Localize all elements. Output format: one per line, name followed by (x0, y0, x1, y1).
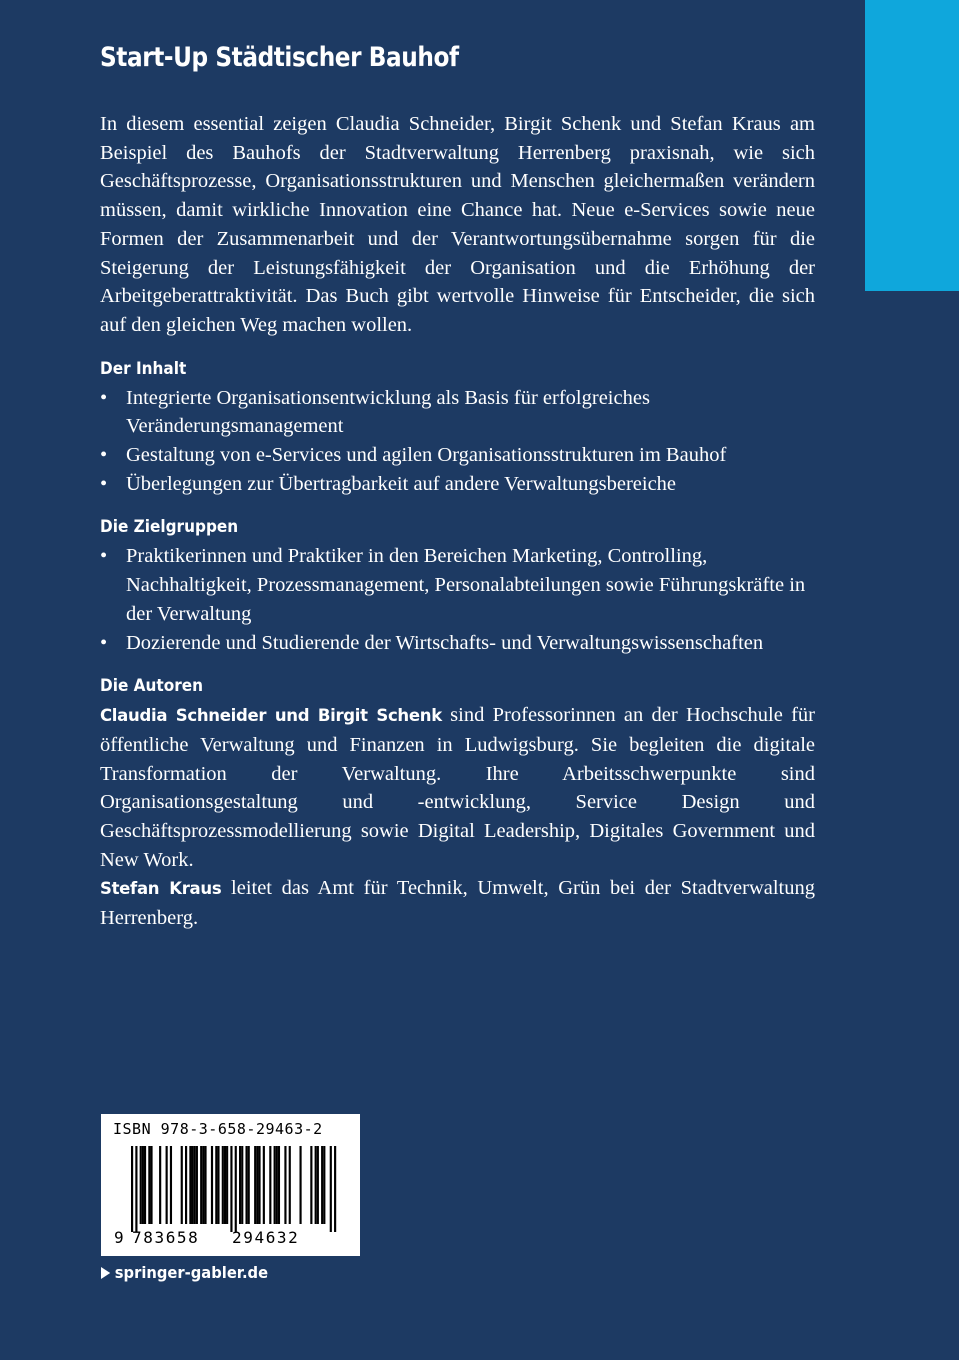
bullet-icon: • (100, 472, 108, 495)
contents-heading: Der Inhalt (100, 358, 187, 379)
barcode-guard-bar (135, 1146, 137, 1232)
barcode-bar (315, 1146, 317, 1224)
barcode-bar (289, 1146, 291, 1224)
barcode-bar (222, 1146, 224, 1224)
authors-bio-1: Claudia Schneider und Birgit Schenk sind Professorinnen an der Hochschule für öffentliche Verwaltung und Finanzen in Ludwigsburg. Sie begleiten die digitale Transformation der Verwaltung. Ihre Arbeitsschwerpunkte sind Organisationsgestaltung und -entwicklung, Service Design und Geschäftsprozessmodellierung sowie Digital Leadership, Digitales Government und New Work. (100, 704, 815, 871)
content-column (100, 110, 815, 933)
barcode-bar (200, 1146, 202, 1224)
bullet-icon: • (100, 444, 108, 467)
book-title: Start-Up Städtischer Bauhof (100, 42, 459, 73)
barcode-bar (254, 1146, 256, 1224)
barcode-bar (217, 1146, 219, 1224)
barcode-bar (263, 1146, 265, 1224)
barcode-bar (245, 1146, 247, 1224)
barcode-guard-bar (230, 1146, 232, 1232)
barcode-bar (278, 1146, 280, 1224)
barcode-bar (140, 1146, 142, 1224)
author-names-2: Stefan Kraus (100, 879, 222, 899)
list-item: • Gestaltung von e-Services und agilen Organisationsstrukturen im Bauhof (100, 441, 815, 470)
barcode-bar (189, 1146, 191, 1224)
barcode-bar (284, 1146, 286, 1224)
barcode-bar (321, 1146, 323, 1224)
barcode-bar (204, 1146, 206, 1224)
authors-bio-2: Stefan Kraus leitet das Amt für Technik, Umwelt, Grün bei der Stadtverwaltung Herrenberg. (100, 877, 815, 930)
isbn-label: ISBN 978-3-658-29463-2 (113, 1120, 323, 1138)
ean-digit-first: 9 (114, 1228, 124, 1247)
barcode-guard-bar (235, 1146, 237, 1232)
contents-list (100, 384, 815, 499)
barcode-bar (256, 1146, 258, 1224)
barcode-bar (185, 1146, 187, 1224)
list-item: • Dozierende und Studierende der Wirtschafts- und Verwaltungswissenschaften (100, 629, 815, 658)
list-item: • Überlegungen zur Übertragbarkeit auf andere Verwaltungsbereiche (100, 470, 815, 499)
barcode-bar (215, 1146, 217, 1224)
barcode-guard-bar (334, 1146, 336, 1232)
barcode-bar (159, 1146, 161, 1224)
barcode-bar (191, 1146, 193, 1224)
barcode-bar (150, 1146, 152, 1224)
list-item: • Praktikerinnen und Praktiker in den Bereichen Marketing, Controlling, Nachhaltigkeit, Prozessmanagement, Personalabteilungen sowie Führungskräfte in der Verwaltung (100, 542, 815, 628)
barcode-bar (196, 1146, 198, 1224)
publisher-link[interactable]: springer-gabler.de (101, 1263, 268, 1282)
barcode-bar (239, 1146, 241, 1224)
audience-list (100, 542, 815, 657)
arrow-right-icon (101, 1267, 110, 1279)
barcode-bar (194, 1146, 196, 1224)
ean-digits-right: 294632 (232, 1228, 300, 1247)
barcode-bar (276, 1146, 278, 1224)
barcode-bar (310, 1146, 312, 1224)
bullet-icon: • (100, 545, 108, 568)
authors-bio (100, 701, 815, 933)
barcode-bar (170, 1146, 172, 1224)
barcode-bar (269, 1146, 271, 1224)
accent-bar (865, 0, 959, 291)
barcode-bar (248, 1146, 250, 1224)
author-names-1: Claudia Schneider und Birgit Schenk (100, 706, 442, 726)
barcode-bar (148, 1146, 150, 1224)
barcode-bar (241, 1146, 243, 1224)
barcode-bar (224, 1146, 226, 1224)
barcode-bar (258, 1146, 260, 1224)
barcode-bar (142, 1146, 144, 1224)
barcode-bar (211, 1146, 213, 1224)
ean-digits-left: 783658 (132, 1228, 200, 1247)
barcode-bar (181, 1146, 183, 1224)
barcode-guard-bar (131, 1146, 133, 1232)
audience-heading: Die Zielgruppen (100, 517, 239, 538)
barcode-bar (202, 1146, 204, 1224)
barcode-bar (144, 1146, 146, 1224)
barcode-bar (299, 1146, 301, 1224)
barcode-bar (317, 1146, 319, 1224)
barcode-bar (226, 1146, 228, 1224)
barcode-bar (274, 1146, 276, 1224)
bullet-icon: • (100, 631, 108, 654)
blurb-paragraph: In diesem essential zeigen Claudia Schneider, Birgit Schenk und Stefan Kraus am Beispiel des Bauhofs der Stadtverwaltung Herrenberg praxisnah, wie sich Geschäftsprozesse, Organisationsstrukturen und Menschen gleichermaßen verändern müssen, damit wirkliche Innovation eine Chance hat. Neue e-Services sowie neue Formen der Zusammenarbeit und der Verantwortungsübernahme sorgen für die Steigerung der Leistungsfähigkeit der Organisation und die Erhöhung der Arbeitgeberattraktivität. Das Buch gibt wertvolle Hinweise für Entscheider, die sich auf den gleichen Weg machen wollen. (100, 113, 815, 336)
authors-heading: Die Autoren (100, 676, 204, 697)
barcode-bar (166, 1146, 168, 1224)
barcode-guard-bar (330, 1146, 332, 1232)
list-item: • Integrierte Organisationsentwicklung als Basis für erfolgreiches Veränderungsmanagement (100, 384, 815, 441)
isbn-barcode (101, 1114, 360, 1256)
bullet-icon: • (100, 386, 108, 409)
barcode-bar (323, 1146, 325, 1224)
